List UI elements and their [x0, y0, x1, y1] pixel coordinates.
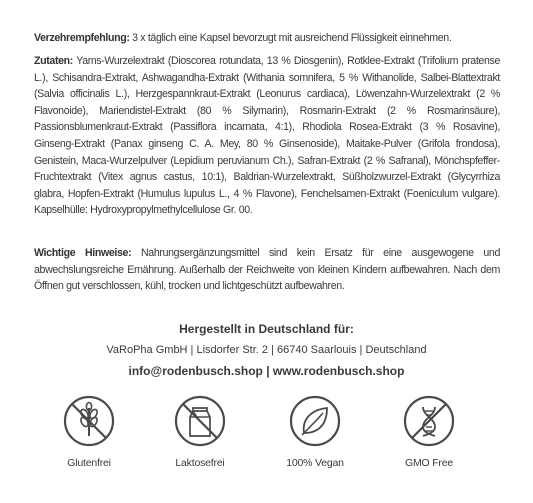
- ingredients-text: Yams-Wurzelextrakt (Dioscorea rotundata, 13 % Diosgenin), Rotklee-Extrakt (Trifolium pratense L.), Schisandra-Extrakt, Ashwagandha-Extrakt (Withania somnifera, 5 % Withanolide, Salbei-Blattextrakt (Salvia officinalis L.), Herzgespannkraut-Extrakt (Leonurus cardiaca), Löwenzahn-Wurzelextrakt (2 % Flavonoide), Mariendistel-Extrakt (80 % Silymarin), Rosmarin-Extrakt (2 % Rosmarinsäure), Passionsblumenkraut-Extrakt (Passiflora incarnata, 4:1), Rhodiola Rosea-Extrakt (3 % Rosavine), Ginseng-Extrakt (Panax ginseng C. A. Mey, 80 % Ginsenoside), Maitake-Pulver (Grifola frondosa), Genistein, Maca-Wurzelpulver (Lepidium peruvianum Ch.), Safran-Extrakt (2 % Safranal), Mönchspfeffer-Fruchtextrakt (Vitex agnus castus, 10:1), Baldrian-Wurzelextrakt, Süßholzwurzel-Extrakt (Glycyrrhiza glabra, Hopfen-Extrakt (Humulus lupulus L., 4 % Flavone), Fenchelsamen-Extrakt (Foeniculum vulgare). Kapselhülle: Hydroxypropylmethylcellulose Gr. 00.: [34, 55, 500, 217]
- leaf-icon: [288, 394, 342, 448]
- crossed-milk-carton-icon: [173, 394, 227, 448]
- badge-gluten-free: [34, 384, 144, 469]
- manufacturer-title: Hergestellt in Deutschland für:: [179, 322, 354, 336]
- manufacturer-address: VaRoPha GmbH | Lisdorfer Str. 2 | 66740 Saarlouis | Deutschland: [106, 344, 427, 356]
- manufacturer-contact: info@rodenbusch.shop | www.rodenbusch.shop: [128, 364, 405, 378]
- notes-text: Nahrungsergänzungsmittel sind kein Ersatz für eine ausgewogene und abwechslungsreiche Ernährung. Außerhalb der Reichweite von kleinen Kindern aufbewahren. Nach dem Öffnen gut verschlossen, kühl, trocken und lichtgeschützt aufbewahren.: [34, 247, 500, 293]
- crossed-wheat-icon: [62, 394, 116, 448]
- badge-label: Glutenfrei: [67, 457, 111, 469]
- badge-label: Laktosefrei: [175, 457, 225, 469]
- ingredients-section: [34, 53, 500, 219]
- notes-label: Wichtige Hinweise:: [34, 247, 132, 259]
- badge-vegan: [260, 384, 370, 469]
- badge-row: [0, 384, 533, 484]
- important-notes: [34, 245, 500, 295]
- usage-text: 3 x täglich eine Kapsel bevorzugt mit ausreichend Flüssigkeit einnehmen.: [129, 32, 452, 44]
- ingredients-label: Zutaten:: [34, 55, 73, 67]
- badge-lactose-free: [145, 384, 255, 469]
- badge-label: GMO Free: [405, 457, 453, 469]
- badge-gmo-free: [374, 384, 484, 469]
- usage-label: Verzehrempfehlung:: [34, 32, 130, 44]
- usage-recommendation: [34, 30, 500, 47]
- badge-label: 100% Vegan: [286, 457, 344, 469]
- crossed-dna-icon: [402, 394, 456, 448]
